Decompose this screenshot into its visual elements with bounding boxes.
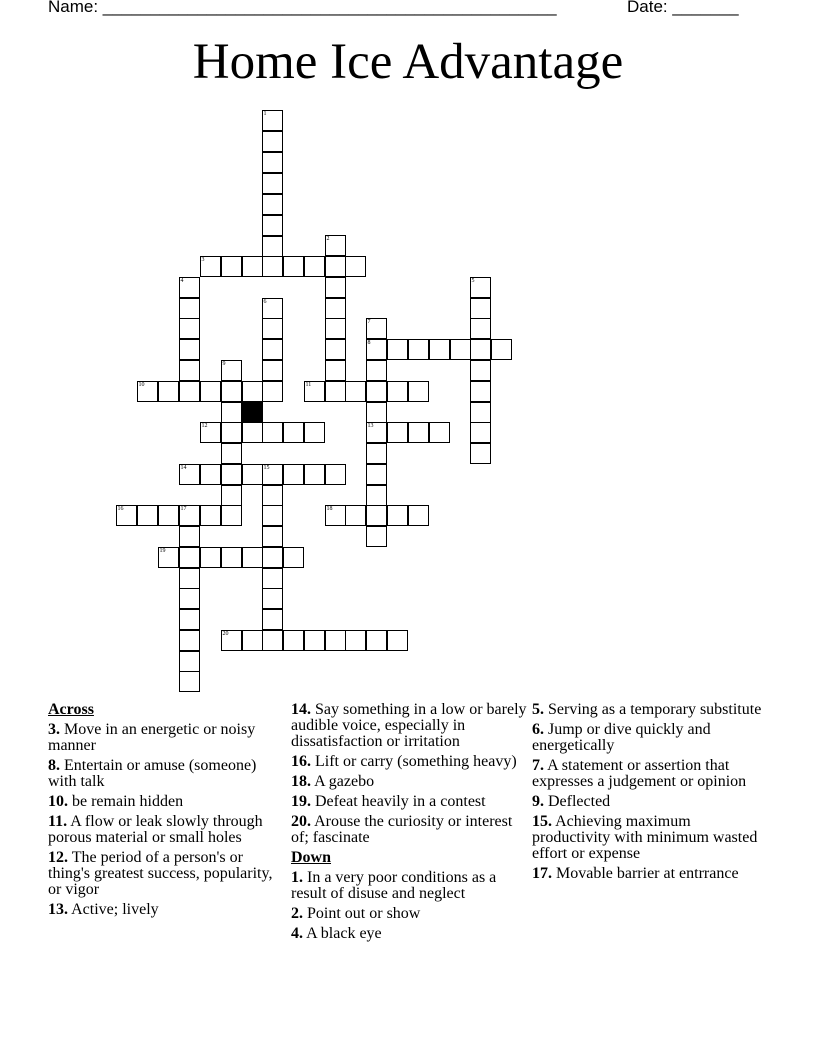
clue-number: 17 <box>180 505 187 512</box>
clue-number: 20. <box>291 813 311 830</box>
clue-number: 19 <box>159 547 166 554</box>
grid-cell[interactable] <box>408 505 429 526</box>
clue-text: Arouse the curiosity or interest of; fascinate <box>291 813 513 846</box>
grid-cell[interactable] <box>429 339 450 360</box>
grid-cell[interactable] <box>200 381 221 402</box>
grid-cell[interactable] <box>262 485 283 506</box>
grid-cell[interactable] <box>179 298 200 319</box>
grid-cell[interactable] <box>200 505 221 526</box>
grid-cell[interactable] <box>470 443 491 464</box>
clue-number: 17. <box>532 865 552 882</box>
grid-cell[interactable] <box>221 422 242 443</box>
grid-cell[interactable] <box>470 298 491 319</box>
grid-cell[interactable] <box>221 505 242 526</box>
black-cell <box>242 402 263 423</box>
across-clue-list-continued <box>291 702 527 846</box>
grid-cell[interactable] <box>366 526 387 547</box>
grid-cell[interactable] <box>470 360 491 381</box>
clues-column-2 <box>291 702 527 946</box>
clue-text: Entertain or amuse (someone) with talk <box>48 757 257 790</box>
clues-column-1 <box>48 702 278 922</box>
grid-cell[interactable] <box>179 318 200 339</box>
clue-number: 10 <box>138 381 145 388</box>
grid-cell[interactable] <box>450 339 471 360</box>
grid-cell[interactable] <box>179 651 200 672</box>
grid-cell[interactable] <box>325 630 346 651</box>
clue-text: Serving as a temporary substitute <box>544 701 762 718</box>
grid-cell[interactable] <box>283 464 304 485</box>
grid-cell[interactable] <box>262 609 283 630</box>
clue <box>48 722 278 754</box>
grid-cell[interactable] <box>200 464 221 485</box>
grid-cell[interactable] <box>262 318 283 339</box>
grid-cell[interactable] <box>325 505 346 526</box>
grid-cell[interactable] <box>325 277 346 298</box>
grid-cell[interactable] <box>262 215 283 236</box>
grid-cell[interactable] <box>200 422 221 443</box>
clue <box>48 850 278 898</box>
clue-number: 1. <box>291 869 303 886</box>
grid-cell[interactable] <box>116 505 137 526</box>
grid-cell[interactable] <box>304 422 325 443</box>
grid-cell[interactable] <box>262 256 283 277</box>
grid-cell[interactable] <box>179 547 200 568</box>
grid-cell[interactable] <box>366 360 387 381</box>
grid-cell[interactable] <box>366 381 387 402</box>
grid-cell[interactable] <box>262 360 283 381</box>
grid-cell[interactable] <box>262 236 283 257</box>
clue-text: Lift or carry (something heavy) <box>311 753 517 770</box>
grid-cell[interactable] <box>387 381 408 402</box>
grid-cell[interactable] <box>221 402 242 423</box>
across-clue-list <box>48 722 278 918</box>
clue-text: A statement or assertion that expresses a judgement or opinion <box>532 757 747 790</box>
clue-number: 10. <box>48 793 68 810</box>
clue-number: 18. <box>291 773 311 790</box>
clue-text: Move in an energetic or noisy manner <box>48 721 256 754</box>
clue-number: 20 <box>222 630 229 637</box>
grid-cell[interactable] <box>179 339 200 360</box>
clue-number: 6. <box>532 721 544 738</box>
grid-cell[interactable] <box>283 630 304 651</box>
grid-cell[interactable] <box>179 360 200 381</box>
clue-text: A flow or leak slowly through porous material or small holes <box>48 813 263 846</box>
grid-cell[interactable] <box>345 381 366 402</box>
grid-cell[interactable] <box>221 547 242 568</box>
clue-text: Jump or dive quickly and energetically <box>532 721 711 754</box>
down-heading: Down <box>291 849 332 866</box>
clue <box>291 702 527 750</box>
clue <box>532 866 762 882</box>
grid-cell[interactable] <box>325 318 346 339</box>
clue-text: Point out or show <box>303 905 421 922</box>
clue-number: 8 <box>367 339 371 346</box>
grid-cell[interactable] <box>283 422 304 443</box>
clue-number: 14 <box>180 464 187 471</box>
grid-cell[interactable] <box>179 568 200 589</box>
name-field-label: Name: ________________________________________________ <box>48 0 557 16</box>
grid-cell[interactable] <box>408 422 429 443</box>
grid-cell[interactable] <box>345 256 366 277</box>
clue-number: 9. <box>532 793 544 810</box>
clue-number: 2. <box>291 905 303 922</box>
clue-number: 8. <box>48 757 60 774</box>
grid-cell[interactable] <box>262 381 283 402</box>
grid-cell[interactable] <box>345 505 366 526</box>
grid-cell[interactable] <box>325 235 346 256</box>
clue-number: 16. <box>291 753 311 770</box>
grid-cell[interactable] <box>158 381 179 402</box>
grid-cell[interactable] <box>283 256 304 277</box>
clue-text: A gazebo <box>311 773 375 790</box>
clue <box>532 814 762 862</box>
grid-cell[interactable] <box>242 422 263 443</box>
clue-number: 12. <box>48 849 68 866</box>
clue-number: 5 <box>471 277 475 284</box>
grid-cell[interactable] <box>179 526 200 547</box>
clue-number: 7. <box>532 757 544 774</box>
grid-cell[interactable] <box>387 505 408 526</box>
clue-number: 11. <box>48 813 68 830</box>
grid-cell[interactable] <box>179 505 200 526</box>
grid-cell[interactable] <box>200 256 221 277</box>
grid-cell[interactable] <box>158 547 179 568</box>
clue-number: 9 <box>222 360 226 367</box>
grid-cell[interactable] <box>262 588 283 609</box>
clue-number: 12 <box>201 422 208 429</box>
clue <box>532 722 762 754</box>
grid-cell[interactable] <box>304 381 325 402</box>
grid-cell[interactable] <box>366 422 387 443</box>
clue-number: 19. <box>291 793 311 810</box>
grid-cell[interactable] <box>470 402 491 423</box>
grid-cell[interactable] <box>158 505 179 526</box>
clue <box>532 702 762 718</box>
grid-cell[interactable] <box>408 381 429 402</box>
clue-number: 15 <box>263 464 270 471</box>
clue-number: 14. <box>291 701 311 718</box>
clue-text: Movable barrier at entrrance <box>552 865 739 882</box>
grid-cell[interactable] <box>262 152 283 173</box>
clue-text: The period of a person's or thing's greatest success, popularity, or vigor <box>48 849 273 898</box>
grid-cell[interactable] <box>221 485 242 506</box>
grid-cell[interactable] <box>262 298 283 319</box>
grid-cell[interactable] <box>221 464 242 485</box>
clue <box>48 902 278 918</box>
down-clue-list-continued <box>532 702 762 882</box>
grid-cell[interactable] <box>429 422 450 443</box>
clue-text: Deflected <box>544 793 611 810</box>
clue-number: 15. <box>532 813 552 830</box>
across-heading: Across <box>48 701 94 718</box>
grid-cell[interactable] <box>262 630 283 651</box>
clue-text: be remain hidden <box>68 793 184 810</box>
clue <box>48 794 278 810</box>
grid-cell[interactable] <box>366 339 387 360</box>
grid-cell[interactable] <box>366 505 387 526</box>
clue-text: Defeat heavily in a contest <box>311 793 486 810</box>
grid-cell[interactable] <box>242 464 263 485</box>
grid-cell[interactable] <box>179 464 200 485</box>
grid-cell[interactable] <box>262 173 283 194</box>
grid-cell[interactable] <box>470 277 491 298</box>
grid-cell[interactable] <box>325 464 346 485</box>
clue <box>532 794 762 810</box>
grid-cell[interactable] <box>470 339 491 360</box>
clue-number: 16 <box>117 505 124 512</box>
clue-number: 3 <box>201 256 205 263</box>
grid-cell[interactable] <box>304 464 325 485</box>
clue <box>532 758 762 790</box>
grid-cell[interactable] <box>221 381 242 402</box>
down-clue-list <box>291 870 527 942</box>
grid-cell[interactable] <box>262 339 283 360</box>
grid-cell[interactable] <box>366 443 387 464</box>
grid-cell[interactable] <box>304 256 325 277</box>
grid-cell[interactable] <box>325 298 346 319</box>
grid-cell[interactable] <box>262 464 283 485</box>
grid-cell[interactable] <box>325 256 346 277</box>
clue <box>291 794 527 810</box>
clue-text: Active; lively <box>68 901 159 918</box>
grid-cell[interactable] <box>408 339 429 360</box>
grid-cell[interactable] <box>366 402 387 423</box>
clues-column-3 <box>532 702 762 886</box>
grid-cell[interactable] <box>242 381 263 402</box>
grid-cell[interactable] <box>262 422 283 443</box>
clue-number: 2 <box>326 235 330 242</box>
grid-cell[interactable] <box>242 547 263 568</box>
clue <box>291 774 527 790</box>
grid-cell[interactable] <box>366 630 387 651</box>
clue <box>48 814 278 846</box>
grid-cell[interactable] <box>221 360 242 381</box>
grid-cell[interactable] <box>200 547 221 568</box>
clue-text: A black eye <box>303 925 382 942</box>
clue <box>291 906 527 922</box>
grid-cell[interactable] <box>221 256 242 277</box>
grid-cell[interactable] <box>491 339 512 360</box>
grid-cell[interactable] <box>179 588 200 609</box>
clue-text: Achieving maximum productivity with minimum wasted effort or expense <box>532 813 758 862</box>
grid-cell[interactable] <box>262 505 283 526</box>
clue <box>291 870 527 902</box>
grid-cell[interactable] <box>366 318 387 339</box>
grid-cell[interactable] <box>325 360 346 381</box>
grid-cell[interactable] <box>345 630 366 651</box>
date-field-label: Date: _______ <box>627 0 739 16</box>
grid-cell[interactable] <box>387 630 408 651</box>
grid-cell[interactable] <box>283 547 304 568</box>
clue-number: 1 <box>263 110 267 117</box>
clue-number: 11 <box>305 381 312 388</box>
clue-number: 4. <box>291 925 303 942</box>
grid-cell[interactable] <box>221 443 242 464</box>
clue-number: 13. <box>48 901 68 918</box>
grid-cell[interactable] <box>242 256 263 277</box>
grid-cell[interactable] <box>179 630 200 651</box>
grid-cell[interactable] <box>137 381 158 402</box>
clue <box>48 758 278 790</box>
clue <box>291 926 527 942</box>
clue <box>291 754 527 770</box>
grid-cell[interactable] <box>221 630 242 651</box>
clue <box>291 814 527 846</box>
grid-cell[interactable] <box>470 422 491 443</box>
grid-cell[interactable] <box>470 381 491 402</box>
clue-number: 3. <box>48 721 60 738</box>
grid-cell[interactable] <box>179 381 200 402</box>
grid-cell[interactable] <box>262 568 283 589</box>
grid-cell[interactable] <box>325 339 346 360</box>
grid-cell[interactable] <box>179 671 200 692</box>
grid-cell[interactable] <box>179 277 200 298</box>
grid-cell[interactable] <box>387 339 408 360</box>
clue-number: 4 <box>180 277 184 284</box>
grid-cell[interactable] <box>262 194 283 215</box>
grid-cell[interactable] <box>325 381 346 402</box>
grid-cell[interactable] <box>262 110 283 131</box>
clue-number: 13 <box>367 422 374 429</box>
clue-number: 18 <box>326 505 333 512</box>
puzzle-title: Home Ice Advantage <box>192 34 624 90</box>
clue-text: Say something in a low or barely audible voice, especially in dissatisfaction or irritation <box>291 701 527 750</box>
grid-cell[interactable] <box>262 547 283 568</box>
grid-cell[interactable] <box>366 464 387 485</box>
grid-cell[interactable] <box>262 526 283 547</box>
clue-text: In a very poor conditions as a result of disuse and neglect <box>291 869 497 902</box>
grid-cell[interactable] <box>262 131 283 152</box>
clue-number: 6 <box>263 298 267 305</box>
grid-cell[interactable] <box>387 422 408 443</box>
clue-number: 7 <box>367 318 371 325</box>
clue-number: 5. <box>532 701 544 718</box>
grid-cell[interactable] <box>470 318 491 339</box>
grid-cell[interactable] <box>179 609 200 630</box>
grid-cell[interactable] <box>366 485 387 506</box>
grid-cell[interactable] <box>137 505 158 526</box>
grid-cell[interactable] <box>304 630 325 651</box>
grid-cell[interactable] <box>242 630 263 651</box>
